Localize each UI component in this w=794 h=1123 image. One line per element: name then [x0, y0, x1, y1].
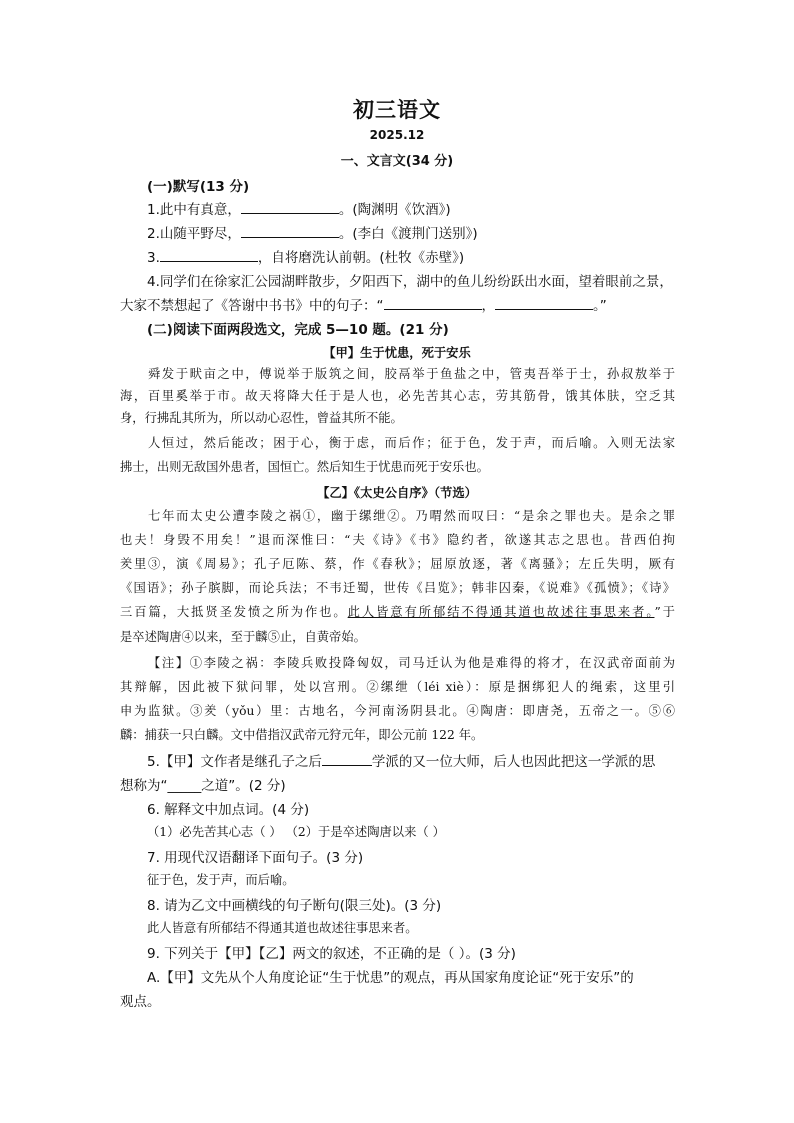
- q2-answer-blank[interactable]: [241, 223, 339, 238]
- question-7: 7. 用现代汉语翻译下面句子。(3 分): [147, 850, 364, 866]
- yi-line3: 羑里③，演《周易》；孔子厄陈、蔡，作《春秋》；屈原放逐，著《离骚》；左丘失明，厥有: [120, 557, 675, 571]
- q2-prefix: 2.山随平野尽，: [147, 226, 241, 242]
- page-title: 初三语文: [353, 98, 441, 122]
- jia-para2-line2: 拂士，出则无敌国外患者，国恒亡。然后知生于忧患而死于安乐也。: [120, 460, 489, 474]
- note-line1: 【注】①李陵之祸：李陵兵败投降匈奴，司马迁认为他是难得的将才，在汉武帝面前为: [148, 656, 675, 670]
- question-9-option-a-line1: A.【甲】文先从个人角度论证“生于忧患”的观点，再从国家角度论证“死于安乐”的: [147, 970, 634, 986]
- question-8: 8. 请为乙文中画横线的句子断句(限三处)。(3 分): [147, 898, 442, 914]
- q4-prefix: 大家不禁想起了《答谢中书书》中的句子：“: [120, 298, 384, 314]
- q3-suffix: ，自将磨洗认前朝。(杜牧《赤壁》): [257, 250, 465, 266]
- jia-para2-line1: 人恒过，然后能改；困于心，衡于虑，而后作；征于色，发于声，而后喻。入则无法家: [148, 436, 675, 450]
- note-line4: 麟：捕获一只白麟。文中借指汉武帝元狩元年，即公元前 122 年。: [120, 728, 484, 742]
- question-1: [147, 198, 451, 218]
- q5-answer-blank[interactable]: [322, 751, 372, 766]
- q3-prefix: 3.: [147, 250, 160, 266]
- q3-answer-blank[interactable]: [160, 247, 258, 262]
- question-5: [147, 750, 655, 770]
- yi-line6: 是卒述陶唐④以来，至于麟⑤止，自黄帝始。: [120, 630, 366, 644]
- question-7-text: 征于色，发于声，而后喻。: [147, 873, 295, 887]
- q1-answer-blank[interactable]: [241, 199, 339, 214]
- q5-prefix: 5.【甲】文作者是继孔子之后: [147, 754, 322, 770]
- yi-line1: 七年而太史公遭李陵之祸①，幽于缧绁②。乃喟然而叹曰：“是余之罪也夫。是余之罪: [148, 509, 675, 523]
- q4-answer-blank-2[interactable]: [495, 295, 593, 310]
- section-heading: 一、文言文(34 分): [340, 154, 454, 169]
- question-5-line2: 想称为“_____之道”。(2 分): [120, 778, 286, 794]
- jia-para1-line1: 舜发于畎亩之中，傅说举于版筑之间，胶鬲举于鱼盐之中，管夷吾举于士，孙叔敖举于: [148, 367, 675, 381]
- q2-suffix: 。(李白《渡荆门送别》): [338, 226, 478, 242]
- part2-heading: (二)阅读下面两段选文，完成 5—10 题。(21 分): [147, 322, 449, 338]
- yi-line5-text: 三百篇，大抵贤圣发愤之所为作也。: [120, 605, 348, 619]
- q4-answer-blank-1[interactable]: [384, 295, 482, 310]
- note-line3: 申为监狱。③羑（yǒu）里：古地名，今河南汤阴县北。④陶唐：即唐尧，五帝之一。⑤⑥: [120, 704, 675, 718]
- question-6: 6. 解释文中加点词。(4 分): [147, 802, 310, 818]
- question-2: [147, 222, 478, 242]
- question-8-text: 此人皆意有所郁结不得通其道也故述往事思来者。: [147, 921, 418, 935]
- yi-line5-tail: ”于: [654, 605, 675, 619]
- question-3: [147, 246, 464, 266]
- question-9: 9. 下列关于【甲】【乙】两文的叙述，不正确的是（ ）。(3 分): [147, 946, 516, 962]
- q4-suffix: 。”: [593, 298, 607, 314]
- yi-underlined-sentence: 此人皆意有所郁结不得通其道也故述往事思来者。: [347, 605, 655, 619]
- question-6-items: （1）必先苦其心志（ ） （2）于是卒述陶唐以来（ ）: [147, 825, 445, 839]
- jia-para1-line2: 海，百里奚举于市。故天将降大任于是人也，必先苦其心志，劳其筋骨，饿其体肤，空乏其: [120, 389, 675, 403]
- part1-heading: (一)默写(13 分): [147, 179, 250, 195]
- q5-suffix: 学派的又一位大师，后人也因此把这一学派的思: [371, 754, 656, 770]
- q4-comma: ，: [481, 298, 495, 314]
- question-9-option-a-line2: 观点。: [120, 994, 161, 1010]
- q1-prefix: 1.此中有真意，: [147, 202, 241, 218]
- exam-date: 2025.12: [369, 128, 425, 142]
- yi-line5: [120, 601, 675, 624]
- q1-suffix: 。(陶渊明《饮酒》): [338, 202, 451, 218]
- question-4-line1: 4.同学们在徐家汇公园湖畔散步，夕阳西下，湖中的鱼儿纷纷跃出水面，望着眼前之景，: [147, 274, 673, 290]
- yi-title: 【乙】《太史公自序》（节选）: [317, 485, 477, 500]
- yi-line4: 《国语》；孙子膑脚，而论兵法；不韦迁蜀，世传《吕览》；韩非囚秦，《说难》《孤愤》；《诗》: [120, 581, 675, 595]
- question-4-line2: [120, 294, 607, 314]
- jia-title: 【甲】生于忧患，死于安乐: [323, 345, 471, 360]
- yi-line2: 也夫！身毁不用矣！”退而深惟曰：“夫《诗》《书》隐约者，欲遂其志之思也。昔西伯拘: [120, 533, 675, 547]
- note-line2: 其辩解，因此被下狱问罪，处以宫刑。②缧绁（léi xiè）：原是捆绑犯人的绳索，这里引: [120, 680, 675, 694]
- jia-para1-line3: 身，行拂乱其所为，所以动心忍性，曾益其所不能。: [120, 411, 403, 425]
